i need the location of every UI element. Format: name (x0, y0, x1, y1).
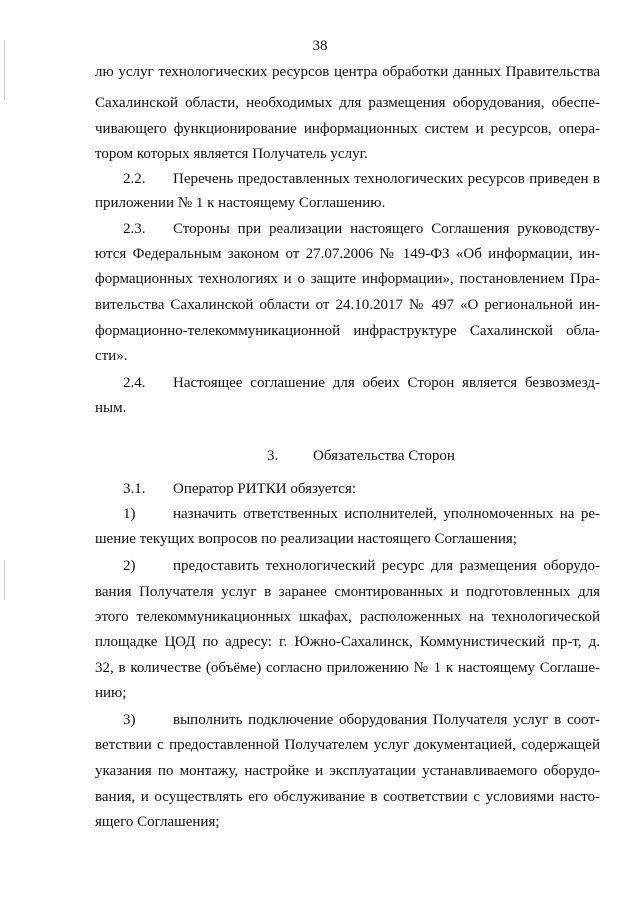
item-number: 3) (123, 712, 136, 728)
text-line: этого телекоммуникационных шкафах, расположенных на технологической (95, 609, 600, 625)
paragraph-2-4-first-line (95, 374, 600, 392)
text-span: Оператор РИТКИ обязуется: (173, 481, 357, 497)
page-number: 38 (312, 38, 328, 54)
text-line: лю услуг технологических ресурсов центра обработки данных Правительства (95, 64, 600, 80)
item-1-first-line (95, 505, 600, 523)
text-line: тором которых является Получатель услуг. (95, 146, 368, 162)
item-number: 2) (123, 558, 136, 574)
text-line: формационных технологиях и о защите информации», постановлением Пра- (95, 271, 600, 287)
text-line: ветствии с предоставленной Получателем услуг документацией, содержащей (95, 737, 600, 753)
paragraph-2-2-first-line (95, 170, 600, 188)
item-2-first-line (95, 557, 600, 575)
paragraph-number: 3.1. (123, 481, 146, 497)
text-line: вительства Сахалинской области от 24.10.2017 № 497 «О региональной ин- (95, 297, 600, 313)
text-span: Настоящее соглашение для обеих Сторон является безвозмезд- (173, 375, 600, 391)
text-line: чивающего функционирование информационных систем и ресурсов, опера- (95, 121, 600, 137)
item-3-first-line (95, 711, 600, 729)
paragraph-number: 2.2. (123, 171, 146, 187)
text-line: Сахалинской области, необходимых для размещения оборудования, обеспе- (95, 95, 600, 111)
paragraph-number: 2.4. (123, 375, 146, 391)
text-line: указания по монтажу, настройке и эксплуатации устанавливаемого оборудо- (95, 763, 600, 779)
text-line: вания, и осуществлять его обслуживание в соответствии с условиями насто- (95, 789, 600, 805)
text-line: 32, в количестве (объёме) согласно приложению № 1 к настоящему Соглаше- (95, 660, 600, 676)
scan-margin-mark (4, 560, 5, 600)
item-number: 1) (123, 506, 136, 522)
text-line: ются Федеральным законом от 27.07.2006 № 149-ФЗ «Об информации, ин- (95, 246, 600, 262)
text-line: приложении № 1 к настоящему Соглашению. (95, 195, 386, 211)
text-line: нию; (95, 685, 127, 701)
text-line: шение текущих вопросов по реализации настоящего Соглашения; (95, 531, 517, 547)
paragraph-number: 2.3. (123, 221, 146, 237)
text-span: предоставить технологический ресурс для размещения оборудо- (173, 558, 600, 574)
text-line: площадке ЦОД по адресу: г. Южно-Сахалинск, Коммунистический пр-т, д. (95, 634, 600, 650)
section-title: Обязательства Сторон (313, 448, 455, 464)
text-span: Перечень предоставленных технологических ресурсов приведен в (173, 171, 600, 187)
text-span: выполнить подключение оборудования Получателя услуг в соот- (173, 712, 600, 728)
text-span: назначить ответственных исполнителей, уполномоченных на ре- (173, 506, 600, 522)
paragraph-3-1-line (95, 480, 600, 498)
section-number: 3. (267, 448, 279, 464)
text-span: Стороны при реализации настоящего Соглашения руководству- (173, 221, 600, 237)
paragraph-2-3-first-line (95, 220, 600, 238)
text-line: формационно-телекоммуникационной инфраструктуре Сахалинской обла- (95, 323, 600, 339)
text-line: сти». (95, 348, 128, 364)
text-line: ным. (95, 400, 127, 416)
text-line: ящего Соглашения; (95, 814, 220, 830)
text-line: вания Получателя услуг в заранее смонтированных и подготовленных для (95, 584, 600, 600)
